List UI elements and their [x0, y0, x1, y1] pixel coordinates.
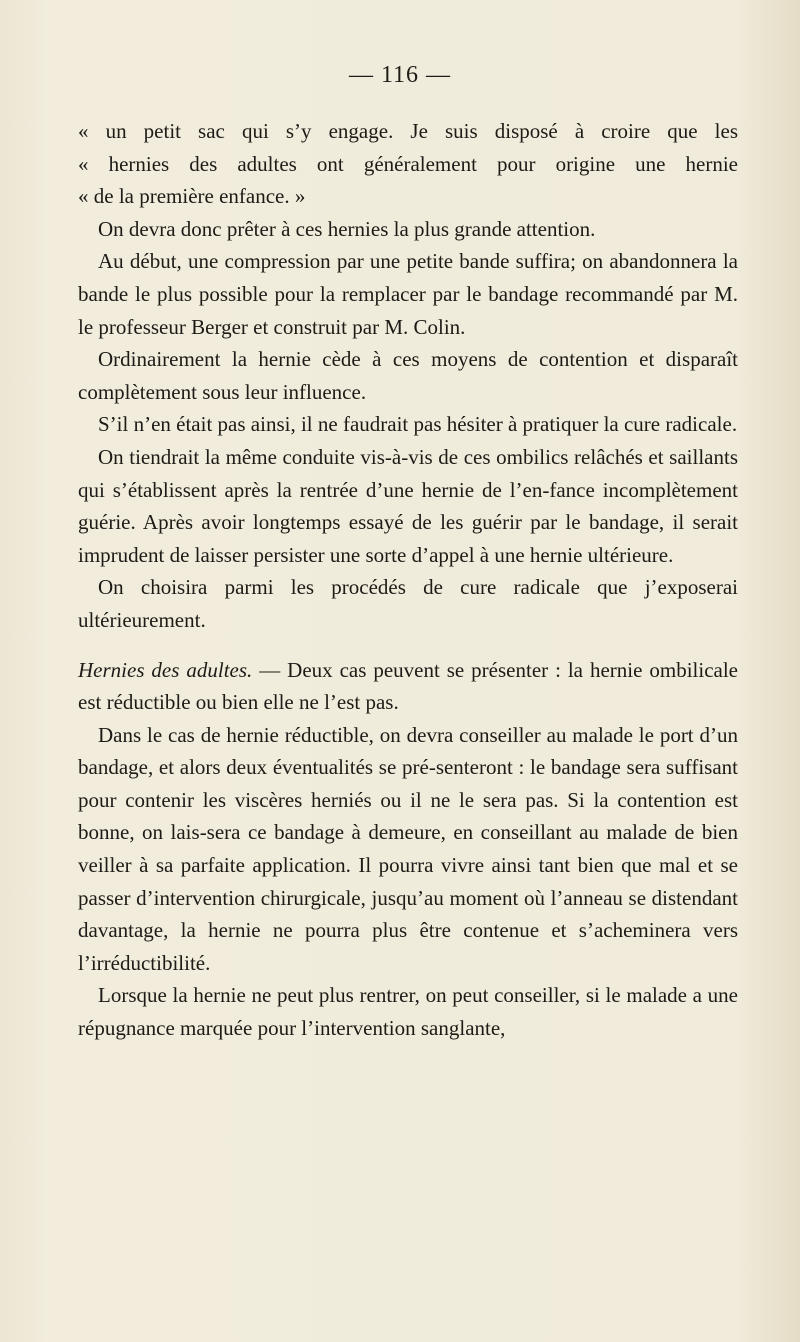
section-lead-text: — Deux cas peuvent se présenter : la hernie ombilicale est réductible ou bien elle ne l’est pas.: [78, 657, 738, 715]
paragraph: Dans le cas de hernie réductible, on devra conseiller au malade le port d’un bandage, et alors deux éventualités se pré-senteront : le bandage sera suffisant pour contenir les viscères herniés ou il ne le sera pas. Si la contention est bonne, on lais-sera ce bandage à demeure, en conseillant au malade de bien veiller à sa parfaite application. Il pourra vivre ainsi tant bien que mal et se passer d’intervention chirurgicale, jusqu’au moment où l’anneau se distendant davantage, la hernie ne pourra plus être contenue et s’acheminera vers l’irréductibilité.: [78, 722, 738, 975]
section-gap: [78, 637, 738, 654]
quote-paragraph: [78, 115, 738, 213]
section-heading: Hernies des adultes.: [78, 657, 253, 682]
paragraph: On choisira parmi les procédés de cure radicale que j’exposerai ultérieurement.: [78, 575, 738, 632]
paragraph: On tiendrait la même conduite vis-à-vis de ces ombilics relâchés et saillants qui s’établissent après la rentrée d’une hernie de l’en-fance incomplètement guérie. Après avoir longtemps essayé de les guérir par le bandage, il serait imprudent de laisser persister une sorte d’appel à une hernie ultérieure.: [78, 444, 738, 567]
body-text: [78, 115, 738, 1045]
quote-line: « un petit sac qui s’y engage. Je suis disposé à croire que les: [78, 119, 738, 143]
paragraph: Lorsque la hernie ne peut plus rentrer, on peut conseiller, si le malade a une répugnance marquée pour l’intervention sanglante,: [78, 983, 738, 1041]
section-lead-paragraph: [78, 654, 738, 719]
paragraph: On devra donc prêter à ces hernies la plus grande attention.: [98, 216, 596, 241]
paragraph: Ordinairement la hernie cède à ces moyens de contention et disparaît complètement sous leur influence.: [78, 347, 738, 404]
paragraph: Au début, une compression par une petite bande suffira; on abandonnera la bande le plus possible pour la remplacer par le bandage recommandé par M. le professeur Berger et construit par M. Colin.: [78, 249, 738, 339]
quote-line: « hernies des adultes ont généralement pour origine une hernie: [78, 151, 738, 176]
page-number: — 116 —: [348, 62, 452, 88]
paragraph: S’il n’en était pas ainsi, il ne faudrait pas hésiter à pratiquer la cure radicale.: [98, 412, 738, 437]
quote-line: « de la première enfance. »: [78, 184, 306, 209]
